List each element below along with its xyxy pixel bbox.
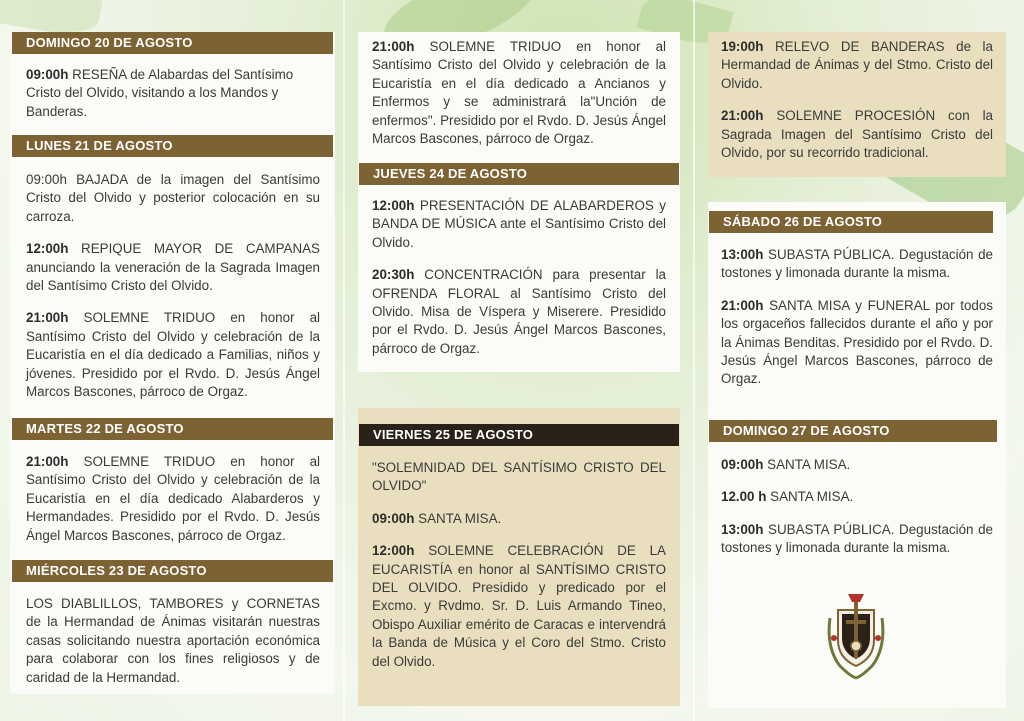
day-entries	[372, 38, 666, 162]
entry-time: 21:00h	[721, 108, 764, 124]
day-header: DOMINGO 27 DE AGOSTO	[709, 420, 997, 442]
day-entries	[372, 459, 666, 685]
day-header: VIERNES 25 DE AGOSTO	[359, 424, 679, 446]
entry-time: 12.00 h	[721, 489, 767, 505]
entry-time: 12:00h	[372, 198, 415, 213]
day-header: DOMINGO 20 DE AGOSTO	[12, 32, 333, 54]
day-header: SÁBADO 26 DE AGOSTO	[709, 211, 993, 233]
entry-time: 09:00h	[26, 67, 69, 82]
schedule-entry	[721, 456, 993, 474]
entry-text: CONCENTRACIÓN para presentar la OFRENDA FLORAL al Santísimo Cristo del Olvido. Misa de Víspera y Miserere. Presidido por el Rvdo. D. Jesús Ángel Marcos Bascones, párroco de Orgaz.	[372, 267, 666, 356]
day-entries	[721, 246, 993, 403]
day-header: MARTES 22 DE AGOSTO	[12, 418, 333, 440]
entry-time: 21:00h	[372, 39, 415, 54]
entry-time: 09:00h	[721, 457, 764, 472]
entry-time: 13:00h	[721, 521, 764, 537]
entry-text: SOLEMNE PROCESIÓN con la Sagrada Imagen del Santísimo Cristo del Olvido, por su recorrido tradicional.	[721, 108, 993, 161]
day-entries	[721, 456, 993, 572]
entry-time: 21:00h	[26, 310, 69, 326]
entry-text: SANTA MISA.	[414, 510, 502, 526]
entry-text: SANTA MISA.	[763, 457, 851, 472]
day-entries	[721, 38, 993, 176]
day-entries	[372, 197, 666, 372]
entry-text: PRESENTACIÓN DE ALABARDEROS y BANDA DE MÚSICA ante el Santísimo Cristo del Olvido.	[372, 198, 666, 250]
entry-time: 12:00h	[26, 241, 69, 257]
entry-time: 13:00h	[721, 247, 764, 262]
panel-fold	[343, 0, 345, 721]
schedule-entry	[26, 240, 320, 295]
entry-text: SOLEMNE TRIDUO en honor al Santísimo Cristo del Olvido y celebración de la Eucaristía en el día dedicado Alabarderos y Hermandades. Presidido por el Rvdo. D. Jesús Ángel Marcos Bascones, párroco de Orgaz.	[26, 454, 320, 543]
schedule-entry	[26, 66, 320, 121]
schedule-entry	[26, 595, 320, 687]
schedule-entry	[721, 107, 993, 162]
entry-text: 09:00h BAJADA de la imagen del Santísimo Cristo del Olvido y posterior colocación en su carroza.	[26, 172, 320, 224]
schedule-entry	[372, 266, 666, 358]
entry-text: LOS DIABLILLOS, TAMBORES y CORNETAS de la Hermandad de Ánimas visitarán nuestras casas solicitando nuestra aportación económica para colaborar con los fines religiosos y de caridad de la Hermandad.	[26, 596, 320, 685]
schedule-entry	[721, 297, 993, 389]
entry-time: 19:00h	[721, 39, 764, 54]
entry-text: SANTA MISA.	[766, 489, 854, 505]
entry-text: SUBASTA PÚBLICA. Degustación de tostones y limonada durante la misma.	[721, 521, 993, 556]
entry-time: 21:00h	[26, 454, 69, 469]
entry-text: SANTA MISA y FUNERAL por todos los orgaceños fallecidos durante el año y por la Ánimas Benditas. Presidido por el Rvdo. D. Jesús Ángel Marcos Bascones, párroco de Orgaz.	[721, 297, 993, 387]
schedule-entry	[372, 510, 666, 528]
day-entries	[26, 453, 320, 559]
entry-time: 21:00h	[721, 297, 764, 313]
entry-text: REPIQUE MAYOR DE CAMPANAS anunciando la veneración de la Sagrada Imagen del Santísimo Cristo del Olvido.	[26, 241, 320, 294]
day-header: JUEVES 24 DE AGOSTO	[359, 163, 679, 185]
schedule-entry	[26, 171, 320, 226]
schedule-entry	[26, 309, 320, 401]
schedule-entry	[372, 542, 666, 671]
entry-text: SOLEMNE TRIDUO en honor al Santísimo Cristo del Olvido y celebración de la Eucaristía en el día dedicado a Familias, niños y jóvenes. Presidido por el Rvdo. D. Jesús Ángel Marcos Bascones, párroco de Orgaz.	[26, 310, 320, 400]
schedule-entry	[721, 521, 993, 558]
day-entries	[26, 66, 320, 135]
schedule-entry	[372, 38, 666, 148]
entry-text: RESEÑA de Alabardas del Santísimo Cristo del Olvido, visitando a los Mandos y Banderas.	[26, 67, 294, 119]
entry-time: 09:00h	[372, 510, 415, 526]
schedule-entry	[372, 197, 666, 252]
day-entries	[26, 171, 320, 415]
entry-time: 12:00h	[372, 543, 415, 559]
entry-time: 20:30h	[372, 267, 415, 283]
schedule-entry	[26, 453, 320, 545]
entry-text: SOLEMNE TRIDUO en honor al Santísimo Cristo del Olvido y celebración de la Eucaristía en el día dedicado a Ancianos y Enfermos y se administrará la"Unción de enfermos". Presidido por el Rvdo. D. Jesús Ángel Marcos Bascones, párroco de Orgaz.	[372, 39, 666, 147]
schedule-entry	[721, 38, 993, 93]
day-header: LUNES 21 DE AGOSTO	[12, 135, 333, 157]
entry-text: SUBASTA PÚBLICA. Degustación de tostones y limonada durante la misma.	[721, 247, 993, 281]
day-entries	[26, 595, 320, 701]
panel-fold	[693, 0, 695, 721]
entry-text: RELEVO DE BANDERAS de la Hermandad de Ánimas y del Stmo. Cristo del Olvido.	[721, 39, 993, 91]
entry-text: "SOLEMNIDAD DEL SANTÍSIMO CRISTO DEL OLVIDO"	[372, 460, 666, 494]
entry-text: SOLEMNE CELEBRACIÓN DE LA EUCARISTÍA en honor al SANTÍSIMO CRISTO DEL OLVIDO. Presidido y predicado por el Excmo. y Rvdmo. Sr. D. Luis Armando Tineo, Obispo Auxiliar emérito de Caracas e intervendrá la Banda de Música y el Coro del Stmo. Cristo del Olvido.	[372, 543, 666, 669]
schedule-entry	[721, 488, 993, 506]
day-header: MIÉRCOLES 23 DE AGOSTO	[12, 560, 333, 582]
schedule-entry	[721, 246, 993, 283]
brotherhood-crest-icon	[820, 588, 892, 680]
schedule-entry	[372, 459, 666, 496]
